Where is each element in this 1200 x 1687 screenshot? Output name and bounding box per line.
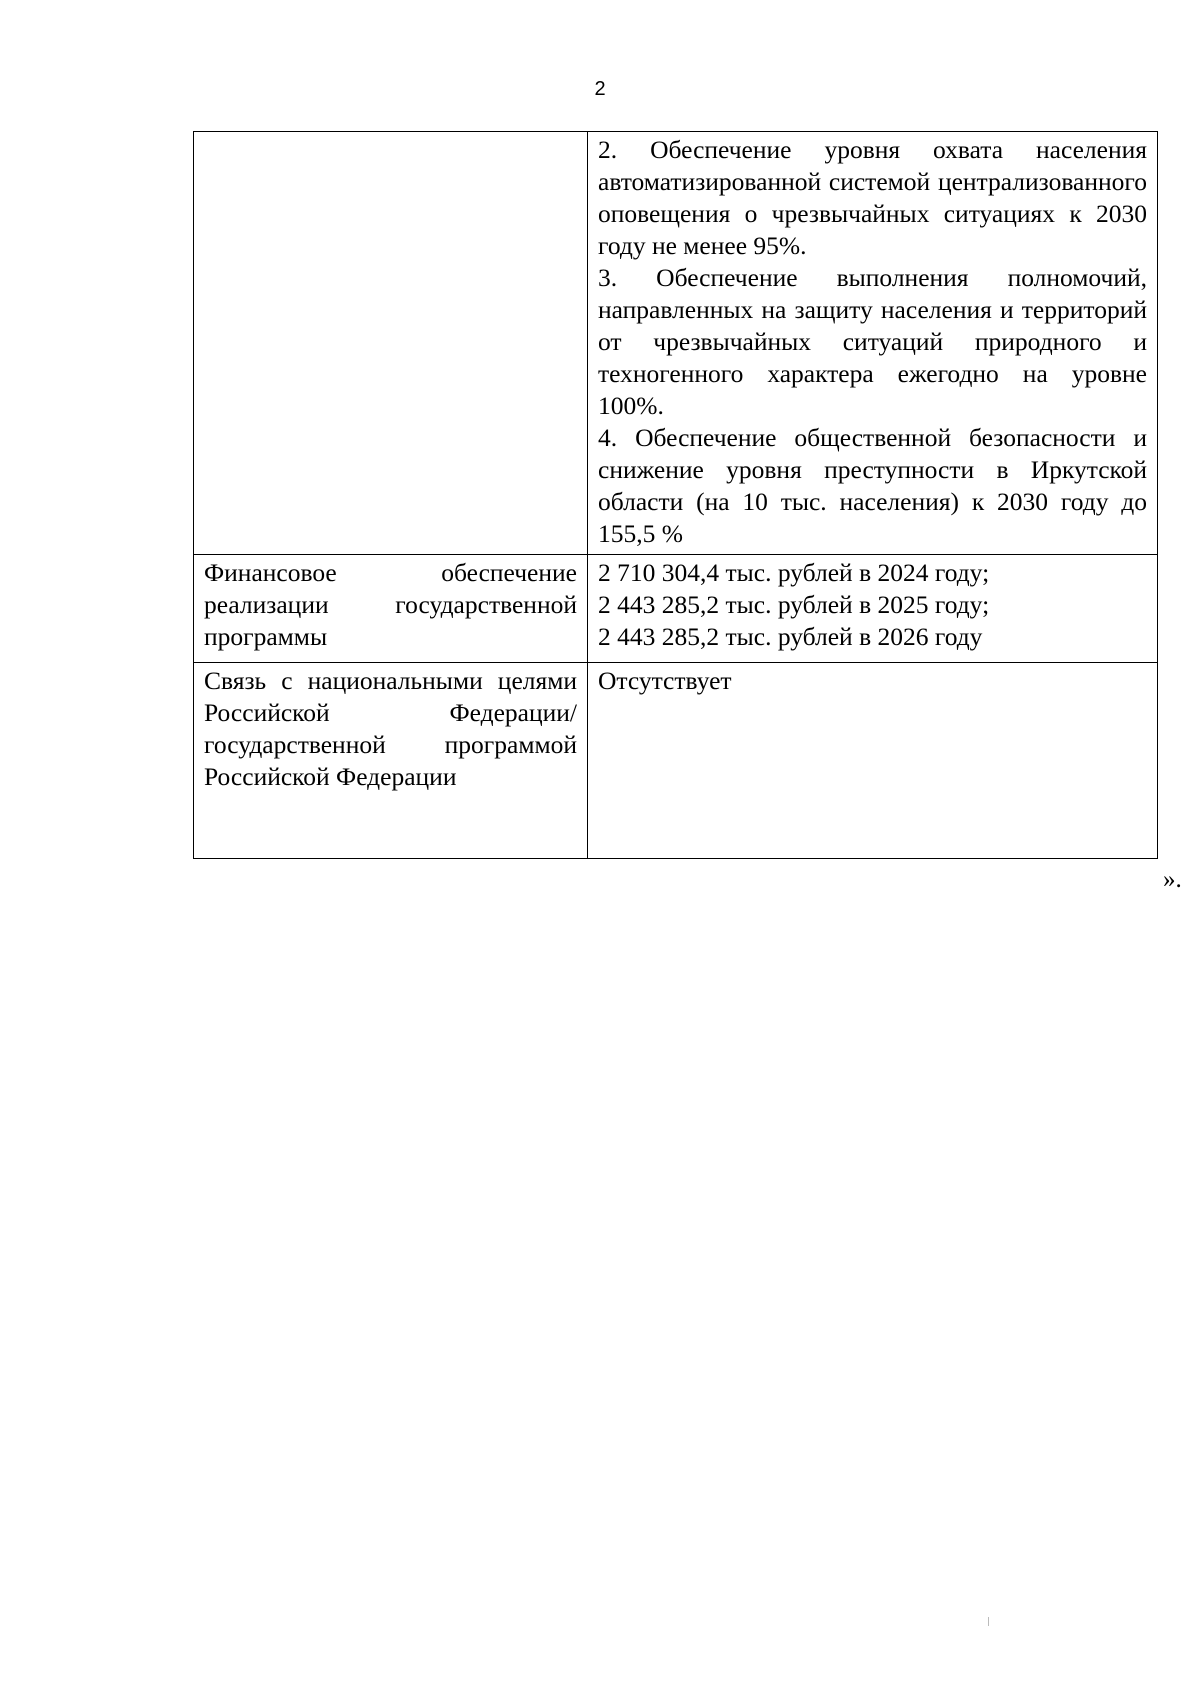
funding-line: 2 443 285,2 тыс. рублей в 2025 году; (598, 590, 990, 619)
goal-paragraph: 4. Обеспечение общественной безопасности и снижение уровня преступности в Иркутской области (на 10 тыс. населения) к 2030 году до 155,5 % (598, 423, 1147, 548)
goal-paragraph: 2. Обеспечение уровня охвата населения автоматизированной системой централизованного оповещения о чрезвычайных ситуациях к 2030 году не менее 95%. (598, 135, 1147, 260)
row-label: Связь с национальными целями Российской Федерации/государственной программой Российской Федерации (204, 666, 577, 791)
page-number: 2 (594, 78, 606, 100)
program-passport-table (193, 131, 1158, 859)
national-goals-value: Отсутствует (598, 666, 732, 695)
table-row (194, 663, 1158, 859)
row-label-cell (194, 663, 588, 859)
funding-line: 2 443 285,2 тыс. рублей в 2026 году (598, 622, 983, 651)
scan-artifact (988, 1617, 989, 1626)
row-value-cell (588, 555, 1158, 663)
table-row (194, 555, 1158, 663)
row-value-cell (588, 663, 1158, 859)
closing-quote: ». (1163, 866, 1182, 893)
row-value-cell (588, 132, 1158, 555)
row-label: Финансовое обеспечение реализации государственной программы (204, 558, 577, 651)
table-row (194, 132, 1158, 555)
row-label-cell (194, 555, 588, 663)
row-label-cell (194, 132, 588, 555)
funding-line: 2 710 304,4 тыс. рублей в 2024 году; (598, 558, 990, 587)
goal-paragraph: 3. Обеспечение выполнения полномочий, направленных на защиту населения и территорий от чрезвычайных ситуаций природного и техногенного характера ежегодно на уровне 100%. (598, 263, 1147, 420)
